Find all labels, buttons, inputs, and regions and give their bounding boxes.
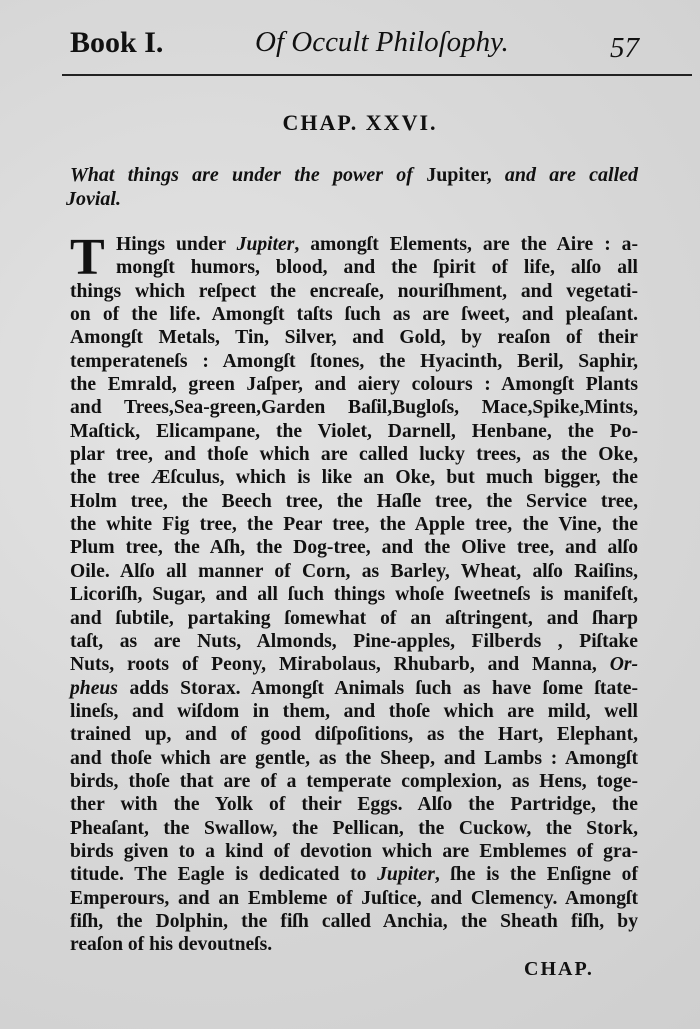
- text-segment: things which reſpect the encreaſe, nouriſhment, and vegetati-: [70, 280, 638, 302]
- text-segment: and ſubtile, partaking ſomewhat of an aſtringent, and ſharp: [70, 607, 638, 629]
- text-line: [70, 910, 638, 933]
- text-segment: Hings under: [116, 234, 237, 255]
- text-segment: , ſhe is the Enſigne of: [434, 864, 639, 886]
- text-line: [70, 933, 638, 956]
- text-line: [70, 793, 638, 816]
- running-header: [70, 18, 670, 68]
- text-line: [70, 536, 638, 559]
- text-segment: plar tree, and thoſe which are called lucky trees, as the Oke,: [70, 444, 638, 466]
- text-line: [70, 443, 638, 466]
- text-line: [70, 513, 638, 536]
- text-segment: on of the life. Amongſt taſts ſuch as are ſweet, and pleaſant.: [70, 304, 638, 326]
- text-line: [70, 256, 638, 279]
- text-segment: fiſh, the Dolphin, the fiſh called Anchia, the Sheath fiſh, by: [70, 910, 638, 932]
- text-segment: and thoſe which are gentle, as the Sheep, and Lambs : Amongſt: [70, 747, 638, 769]
- text-line: [70, 280, 638, 303]
- text-line: [70, 607, 638, 630]
- text-segment: Amongſt Metals, Tin, Silver, and Gold, by reaſon of their: [70, 327, 638, 349]
- text-line: [70, 747, 638, 770]
- text-line: [70, 560, 638, 583]
- text-line: [70, 840, 638, 863]
- text-segment: adds Storax. Amongſt Animals ſuch as have ſome ſtate-: [117, 677, 638, 699]
- text-line: [70, 490, 638, 513]
- book-label: Book I.: [70, 26, 164, 59]
- text-segment: Plum tree, the Aſh, the Dog-tree, and the Olive tree, and alſo: [70, 537, 638, 559]
- italic-name: Jupiter: [377, 864, 435, 886]
- text-segment: birds, thoſe that are of a temperate complexion, as Hens, toge-: [70, 770, 638, 792]
- text-segment: trained up, and of good diſpoſitions, as the Hart, Elephant,: [70, 724, 638, 746]
- text-segment: the white Fig tree, the Pear tree, the Apple tree, the Vine, the: [70, 514, 638, 536]
- book-title: Of Occult Philoſophy.: [255, 26, 509, 58]
- drop-cap: T: [70, 229, 105, 286]
- text-segment: Holm tree, the Beech tree, the Haſle tree, the Service tree,: [70, 490, 638, 512]
- text-segment: the tree Æſculus, which is like an Oke, but much bigger, the: [70, 467, 638, 489]
- text-line: [70, 723, 638, 746]
- chapter-subtitle: [70, 164, 638, 187]
- text-line: [70, 373, 638, 396]
- text-line: [70, 466, 638, 489]
- text-segment: Nuts, roots of Peony, Mirabolaus, Rhubarb, and Manna,: [70, 654, 610, 676]
- text-segment: Oile. Alſo all manner of Corn, as Barley, Wheat, alſo Raiſins,: [70, 560, 638, 582]
- text-line: [70, 817, 638, 840]
- text-line: [70, 233, 638, 256]
- text-line: [70, 583, 638, 606]
- text-segment: Pheaſant, the Swallow, the Pellican, the Cuckow, the Stork,: [70, 817, 638, 839]
- subtitle-segment: and are called: [491, 164, 638, 186]
- text-segment: and Trees,Sea-green,Garden Baſil,Bugloſs, Mace,Spike,Mints,: [70, 397, 638, 419]
- header-rule: [62, 74, 692, 76]
- text-line: [70, 630, 638, 653]
- text-line: [70, 770, 638, 793]
- text-line: [70, 326, 638, 349]
- text-segment: Maſtick, Elicampane, the Violet, Darnell, Henbane, the Po-: [70, 420, 638, 442]
- text-line: [70, 653, 638, 676]
- text-segment: titude. The Eagle is dedicated to: [70, 864, 378, 886]
- chapter-body: [70, 229, 639, 957]
- text-segment: lineſs, and wiſdom in them, and thoſe which are mild, well: [70, 700, 638, 722]
- text-segment: , amongſt Elements, are the Aire : a-: [294, 234, 638, 255]
- text-line: [70, 303, 638, 326]
- text-line: [70, 863, 638, 886]
- text-segment: mongſt humors, blood, and the ſpirit of life, alſo all: [116, 257, 638, 279]
- catchword: CHAP.: [524, 958, 594, 980]
- text-segment: reaſon of his devoutneſs.: [70, 934, 273, 956]
- text-segment: taſt, as are Nuts, Almonds, Pine-apples, Filberds , Piſtake: [70, 630, 638, 652]
- subtitle-segment: What things are under the power of: [70, 164, 427, 186]
- text-segment: birds given to a kind of devotion which are Emblemes of gra-: [70, 840, 638, 862]
- text-segment: the Emrald, green Jaſper, and aiery colours : Amongſt Plants: [70, 374, 638, 396]
- text-line: [70, 396, 638, 419]
- subtitle-segment: Jupiter,: [426, 164, 492, 186]
- italic-name: Or-: [609, 654, 638, 676]
- text-line: [70, 350, 638, 373]
- italic-name: pheus: [70, 677, 118, 699]
- text-segment: temperateneſs : Amongſt ſtones, the Hyacinth, Beril, Saphir,: [70, 350, 638, 372]
- text-segment: ther with the Yolk of their Eggs. Alſo the Partridge, the: [70, 794, 638, 816]
- text-line: [70, 887, 638, 910]
- text-line: [70, 420, 638, 443]
- text-line: [70, 677, 638, 700]
- text-segment: Licoriſh, Sugar, and all ſuch things whoſe ſweetneſs is manifeſt,: [70, 584, 638, 606]
- chapter-heading: CHAP. XXVI.: [282, 110, 438, 135]
- text-line: [70, 700, 638, 723]
- italic-name: Jupiter: [236, 234, 295, 255]
- text-segment: Emperours, and an Embleme of Juſtice, and Clemency. Amongſt: [70, 887, 638, 909]
- page-number: 57: [610, 32, 639, 64]
- chapter-subtitle-line2: Jovial.: [66, 188, 121, 210]
